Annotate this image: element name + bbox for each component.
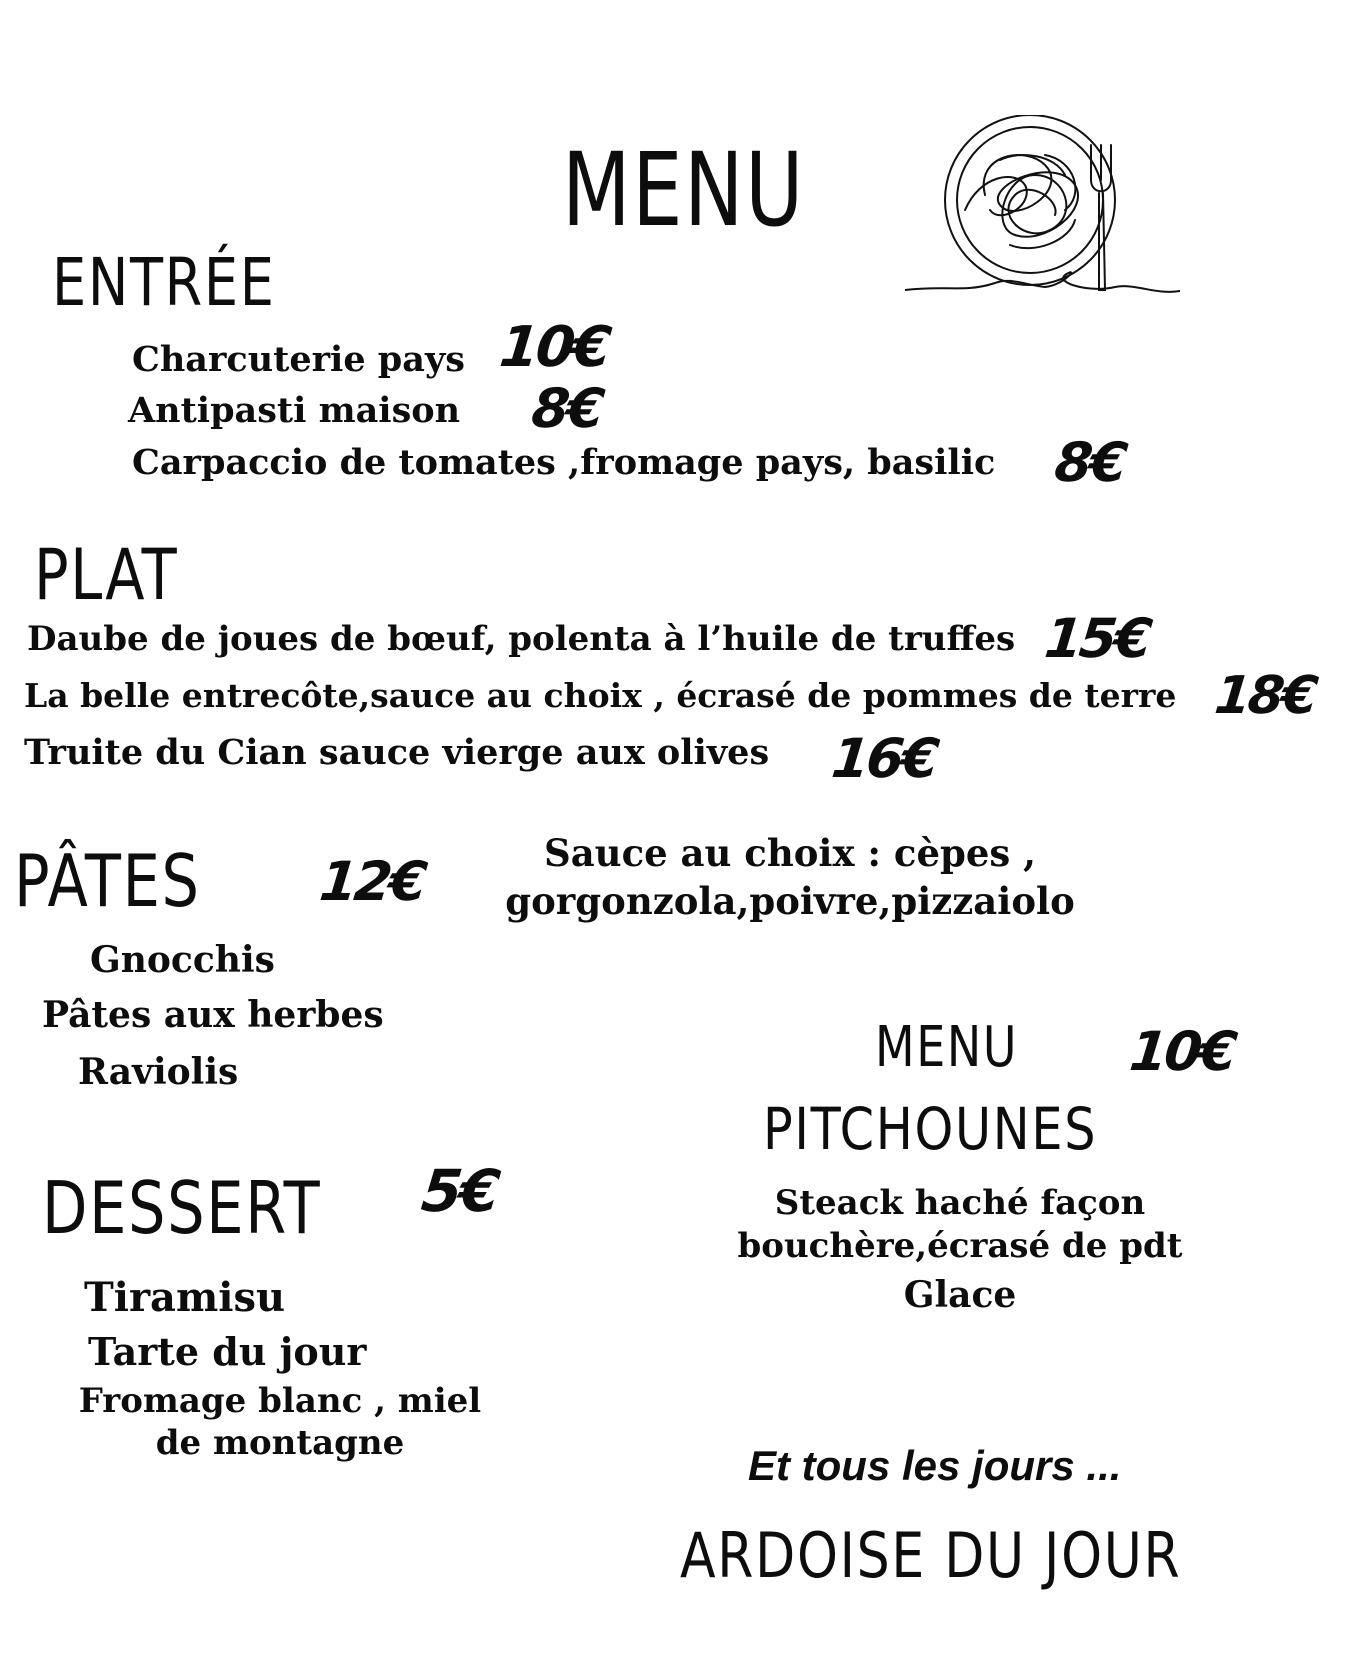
- pates-sauce-line-1: Sauce au choix : cèpes ,: [543, 831, 1037, 875]
- pitchounes-heading-line-2: PITCHOUNES: [763, 1095, 1098, 1163]
- entree-price-2: 8€: [528, 377, 605, 440]
- section-heading-pates: PÂTES: [14, 839, 201, 923]
- daily-note: Et tous les jours ...: [748, 1442, 1122, 1489]
- entree-item-2: Antipasti maison: [128, 390, 461, 431]
- entree-item-1: Charcuterie pays: [132, 339, 465, 380]
- pitchounes-price: 10€: [1126, 1020, 1238, 1083]
- ardoise-du-jour-heading: ARDOISE DU JOUR: [680, 1519, 1182, 1592]
- pates-item-2: Pâtes aux herbes: [42, 994, 384, 1036]
- plat-price-3: 16€: [828, 727, 940, 790]
- section-heading-dessert: DESSERT: [42, 1166, 322, 1250]
- pates-price: 12€: [316, 850, 428, 913]
- pates-sauce-line-2: gorgonzola,poivre,pizzaiolo: [505, 879, 1075, 923]
- pates-item-3: Raviolis: [78, 1051, 239, 1093]
- entree-price-1: 10€: [496, 315, 612, 380]
- dessert-price: 5€: [418, 1157, 501, 1225]
- plat-item-2: La belle entrecôte,sauce au choix , écrasé de pommes de terre: [24, 676, 1177, 715]
- section-heading-plat: PLAT: [34, 534, 179, 616]
- dessert-item-4: de montagne: [155, 1423, 405, 1463]
- dessert-item-2: Tarte du jour: [88, 1329, 367, 1374]
- dessert-item-3: Fromage blanc , miel: [78, 1381, 482, 1421]
- pitchounes-item-3: Glace: [903, 1274, 1017, 1316]
- section-heading-entree: ENTRÉE: [52, 244, 276, 321]
- plat-item-3: Truite du Cian sauce vierge aux olives: [24, 732, 770, 773]
- plat-price-2: 18€: [1211, 666, 1318, 726]
- page-title: MENU: [562, 131, 805, 250]
- plat-price-1: 15€: [1041, 607, 1153, 670]
- plat-item-1: Daube de joues de bœuf, polenta à l’huile de truffes: [27, 619, 1016, 659]
- pitchounes-item-2: bouchère,écrasé de pdt: [737, 1226, 1183, 1266]
- pitchounes-item-1: Steack haché façon: [774, 1183, 1146, 1223]
- pates-item-1: Gnocchis: [90, 939, 275, 981]
- dessert-item-1: Tiramisu: [84, 1274, 286, 1321]
- pitchounes-heading-line-1: MENU: [875, 1015, 1019, 1080]
- entree-item-3: Carpaccio de tomates ,fromage pays, basilic: [132, 442, 996, 483]
- entree-price-3: 8€: [1051, 431, 1128, 494]
- plate-with-spaghetti-and-fork-icon: [905, 115, 1180, 305]
